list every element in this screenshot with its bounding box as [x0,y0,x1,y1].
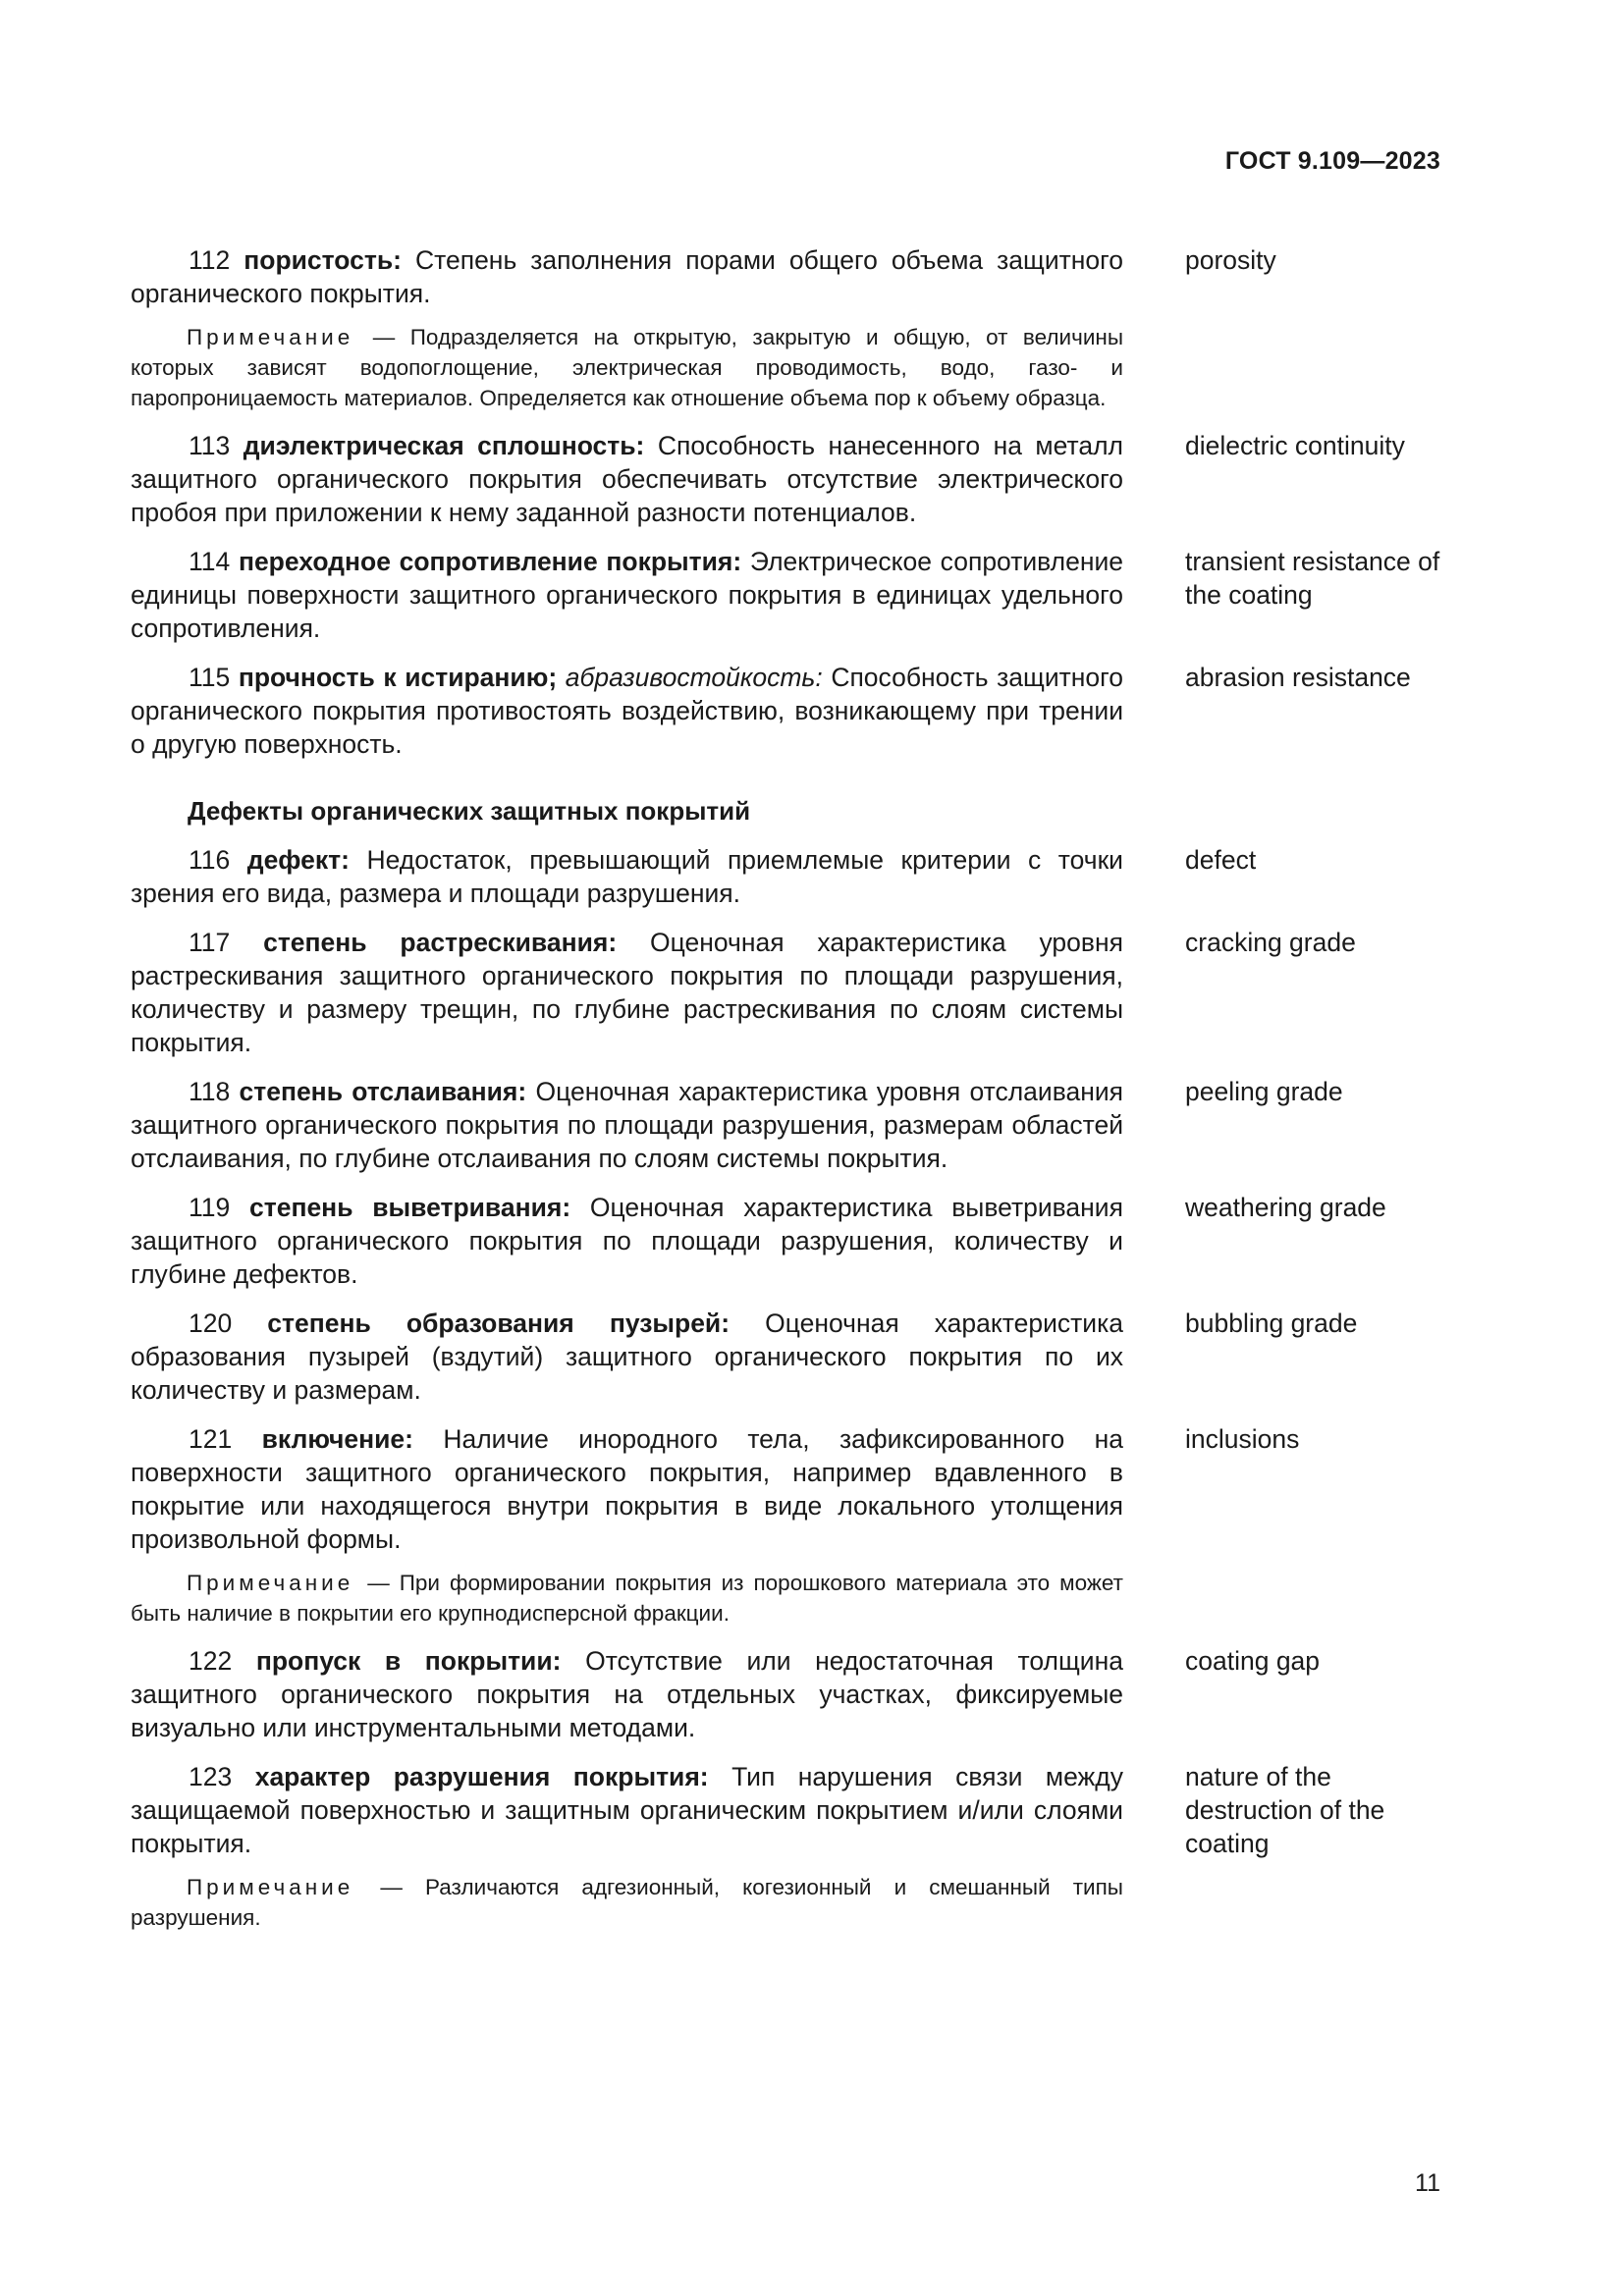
term-number: 123 [189,1762,233,1791]
term-number: 115 [189,663,231,692]
english-equivalent: transient resistance of the coating [1185,547,1440,610]
term: степень образования пузырей: [267,1308,731,1338]
document-header: ГОСТ 9.109—2023 [1224,147,1440,175]
term-entry-112 [131,243,1451,310]
note-121 [131,1568,1123,1629]
definition-text: Электрическое сопротивление единицы поверхности защитного органического покрытия в единицах удельного сопротивления. [131,547,1123,643]
term: диэлектрическая сплошность: [243,431,645,460]
term: характер разрушения покрытия: [254,1762,709,1791]
note-text: — Подразделяется на открытую, закрытую и общую, от величины которых зависят водопоглощение, электрическая проводимость, водо, газо- и паропроницаемость материалов. Определяется как отношение объема пор к объему образца. [131,325,1123,410]
definition-text: Отсутствие или недостаточная толщина защитного органического покрытия на отдельных участках, фиксируемые визуально или инструментальными методами. [131,1646,1123,1742]
definition [131,1307,1123,1407]
section-title: Дефекты органических защитных покрытий [188,796,751,826]
definition [131,1422,1123,1556]
note-text: — Различаются адгезионный, когезионный и смешанный типы разрушения. [131,1875,1123,1930]
term-number: 119 [189,1193,231,1222]
english-equivalent: coating gap [1185,1646,1321,1676]
term: прочность к истиранию; [238,663,558,692]
synonym: абразивостойкость: [565,663,823,692]
english-equivalent: abrasion resistance [1185,663,1411,692]
term: степень отслаивания: [239,1077,527,1106]
definition [131,1075,1123,1175]
english-equivalent: porosity [1185,245,1276,275]
note-123 [131,1872,1123,1933]
definition-text: Способность нанесенного на металл защитного органического покрытия обеспечивать отсутствие электрического пробоя при приложении к нему заданной разности потенциалов. [131,431,1123,527]
term-number: 114 [189,547,231,576]
definition [131,661,1123,761]
definition [131,429,1123,529]
term-number: 122 [189,1646,233,1676]
definition [131,545,1123,645]
term: пористость: [244,245,402,275]
term-number: 112 [189,245,231,275]
note-text: — При формировании покрытия из порошкового материала это может быть наличие в покрытии его крупнодисперсной фракции. [131,1571,1123,1626]
definition [131,243,1123,310]
term-number: 116 [189,845,231,875]
term: степень растрескивания: [263,928,618,957]
definition-text: Оценочная характеристика уровня растрескивания защитного органического покрытия по площади разрушения, количеству и размеру трещин, по глубине растрескивания по слоям системы покрытия. [131,928,1123,1057]
english-equivalent: peeling grade [1185,1077,1343,1106]
term-number: 120 [189,1308,233,1338]
term: дефект: [246,845,350,875]
note-label: Примечание [187,1571,354,1595]
term-number: 113 [189,431,231,460]
definition-text: Наличие инородного тела, зафиксированного на поверхности защитного органического покрытия, например вдавленного в покрытие или находящегося внутри покрытия в виде локального утолщения произвольной формы. [131,1424,1123,1554]
term-entry-115 [131,661,1451,761]
note-label: Примечание [187,325,354,349]
definition-text: Степень заполнения порами общего объема защитного органического покрытия. [131,245,1123,308]
definition-text: Способность защитного органического покрытия противостоять воздействию, возникающему при трении о другую поверхность. [131,663,1123,759]
definition-text: Недостаток, превышающий приемлемые критерии с точки зрения его вида, размера и площади разрушения. [131,845,1123,908]
term-entry-116 [131,843,1451,910]
english-equivalent: nature of the destruction of the coating [1185,1762,1385,1858]
definition [131,1760,1123,1860]
term-entry-121 [131,1422,1451,1556]
page-number: 11 [1415,2169,1440,2197]
english-equivalent: weathering grade [1185,1193,1386,1222]
definition-text: Оценочная характеристика образования пузырей (вздутий) защитного органического покрытия по их количеству и размерам. [131,1308,1124,1405]
term-entry-118 [131,1075,1451,1175]
terms-content [131,243,1451,1949]
term-number: 117 [189,928,231,957]
term-entry-119 [131,1191,1451,1291]
term: включение: [261,1424,413,1454]
note-112 [131,322,1123,413]
definition [131,926,1123,1059]
definition-text: Оценочная характеристика выветривания защитного органического покрытия по площади разрушения, количеству и глубине дефектов. [131,1193,1123,1289]
english-equivalent: inclusions [1185,1424,1300,1454]
term-entry-113 [131,429,1451,529]
definition [131,1191,1123,1291]
english-equivalent: cracking grade [1185,928,1356,957]
term: переходное сопротивление покрытия: [238,547,742,576]
term-entry-123 [131,1760,1451,1860]
term: пропуск в покрытии: [255,1646,562,1676]
term-number: 118 [189,1077,231,1106]
definition [131,843,1123,910]
term-entry-114 [131,545,1451,645]
term-number: 121 [189,1424,233,1454]
definition-text: Тип нарушения связи между защищаемой поверхностью и защитным органическим покрытием и/или слоями покрытия. [131,1762,1123,1858]
term-entry-120 [131,1307,1451,1407]
english-equivalent: bubbling grade [1185,1308,1358,1338]
note-label: Примечание [187,1875,354,1899]
english-equivalent: defect [1185,845,1257,875]
definition [131,1644,1123,1744]
english-equivalent: dielectric continuity [1185,431,1405,460]
definition-text: Оценочная характеристика уровня отслаивания защитного органического покрытия по площади разрушения, размерам областей отслаивания, по глубине отслаивания по слоям системы покрытия. [131,1077,1124,1173]
term-entry-122 [131,1644,1451,1744]
term-entry-117 [131,926,1451,1059]
term: степень выветривания: [248,1193,571,1222]
